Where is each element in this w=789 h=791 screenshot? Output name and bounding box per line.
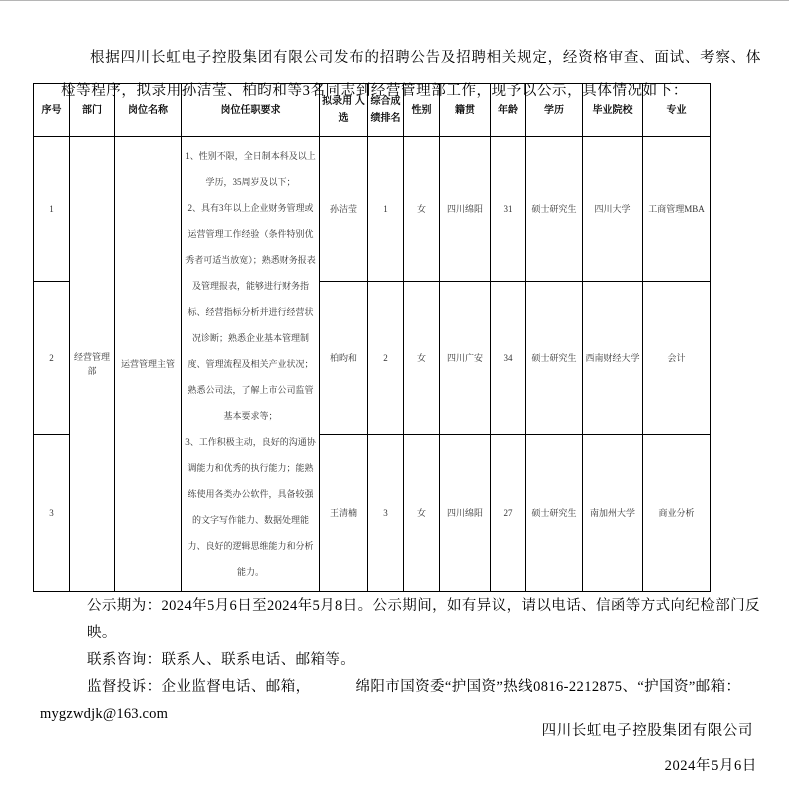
major-cell: 商业分析: [643, 435, 711, 592]
supervision-line: [40, 674, 780, 701]
rank-cell: 2: [368, 282, 404, 435]
education-cell: 硕士研究生: [526, 282, 583, 435]
hometown-cell: 四川绵阳: [440, 435, 491, 592]
rank-cell: 3: [368, 435, 404, 592]
serial-cell: 2: [34, 282, 70, 435]
recruitment-table: [33, 83, 711, 592]
signature-date: 2024年5月6日: [664, 758, 757, 774]
candidate-name-cell: 柏昀和: [320, 282, 368, 435]
gender-cell: 女: [404, 282, 440, 435]
requirements-cell: [182, 137, 320, 592]
requirement-paragraph: 2、具有3年以上企业财务管理或运营管理工作经验（条件特别优秀者可适当放宽）；熟悉财务报表及管理报表，能够进行财务指标、经营指标分析并进行经营状况诊断；熟悉企业基本管理制度、管理流程及相关产业状况；熟悉公司法，了解上市公司监管基本要求等；: [185, 203, 316, 421]
age-cell: 27: [491, 435, 526, 592]
supervision-email: mygzwdjk@163.com: [40, 706, 169, 722]
col-header-age: 年龄: [491, 84, 526, 137]
hometown-cell: 四川广安: [440, 282, 491, 435]
col-header-hometown: 籍贯: [440, 84, 491, 137]
col-header-requirements: 岗位任职要求: [182, 84, 320, 137]
age-cell: 34: [491, 282, 526, 435]
education-cell: 硕士研究生: [526, 137, 583, 282]
col-header-gender: 性别: [404, 84, 440, 137]
school-cell: 南加州大学: [583, 435, 643, 592]
contact-line: 联系咨询：联系人、联系电话、邮箱等。: [87, 652, 356, 668]
gender-cell: 女: [404, 137, 440, 282]
col-header-department: 部门: [70, 84, 115, 137]
supervision-line-left: 监督投诉：企业监督电话、邮箱，: [87, 679, 311, 695]
col-header-rank: 综合成绩排名: [368, 84, 404, 137]
school-cell: 西南财经大学: [583, 282, 643, 435]
col-header-candidate: 拟录用 人选: [320, 84, 368, 137]
education-cell: 硕士研究生: [526, 435, 583, 592]
col-header-serial: 序号: [34, 84, 70, 137]
school-cell: 四川大学: [583, 137, 643, 282]
requirement-paragraph: 1、性别不限，全日制本科及以上学历，35周岁及以下；: [185, 151, 316, 187]
department-cell: 经营管理部: [70, 137, 115, 592]
gender-cell: 女: [404, 435, 440, 592]
age-cell: 31: [491, 137, 526, 282]
footer-block: [40, 593, 780, 728]
hometown-cell: 四川绵阳: [440, 137, 491, 282]
col-header-major: 专业: [643, 84, 711, 137]
major-cell: 会计: [643, 282, 711, 435]
candidate-name-cell: 王清楠: [320, 435, 368, 592]
table-row: [34, 137, 711, 282]
serial-cell: 1: [34, 137, 70, 282]
col-header-position: 岗位名称: [115, 84, 182, 137]
serial-cell: 3: [34, 435, 70, 592]
table-header-row: [34, 84, 711, 137]
rank-cell: 1: [368, 137, 404, 282]
position-cell: 运营管理主管: [115, 137, 182, 592]
signature-company: 四川长虹电子控股集团有限公司: [541, 723, 753, 739]
major-cell: 工商管理MBA: [643, 137, 711, 282]
col-header-school: 毕业院校: [583, 84, 643, 137]
col-header-education: 学历: [526, 84, 583, 137]
intro-paragraph: 根据四川长虹电子控股集团有限公司发布的招聘公告及招聘相关规定，经资格审查、面试、考察、体检等程序，拟录用孙洁莹、柏昀和等3名同志到经营管理部工作，现予以公示，具体情况如下：: [61, 49, 761, 99]
requirement-paragraph: 3、工作积极主动，良好的沟通协调能力和优秀的执行能力；能熟练使用各类办公软件，具备较强的文字写作能力、数据处理能力、良好的逻辑思维能力和分析能力。: [185, 437, 316, 577]
publicity-period-line: 公示期为：2024年5月6日至2024年5月8日。公示期间，如有异议，请以电话、信函等方式向纪检部门反映。: [87, 598, 760, 641]
supervision-line-right: 绵阳市国资委“护国资”热线0816-2212875、“护国资”邮箱：: [355, 679, 741, 695]
candidate-name-cell: 孙洁莹: [320, 137, 368, 282]
